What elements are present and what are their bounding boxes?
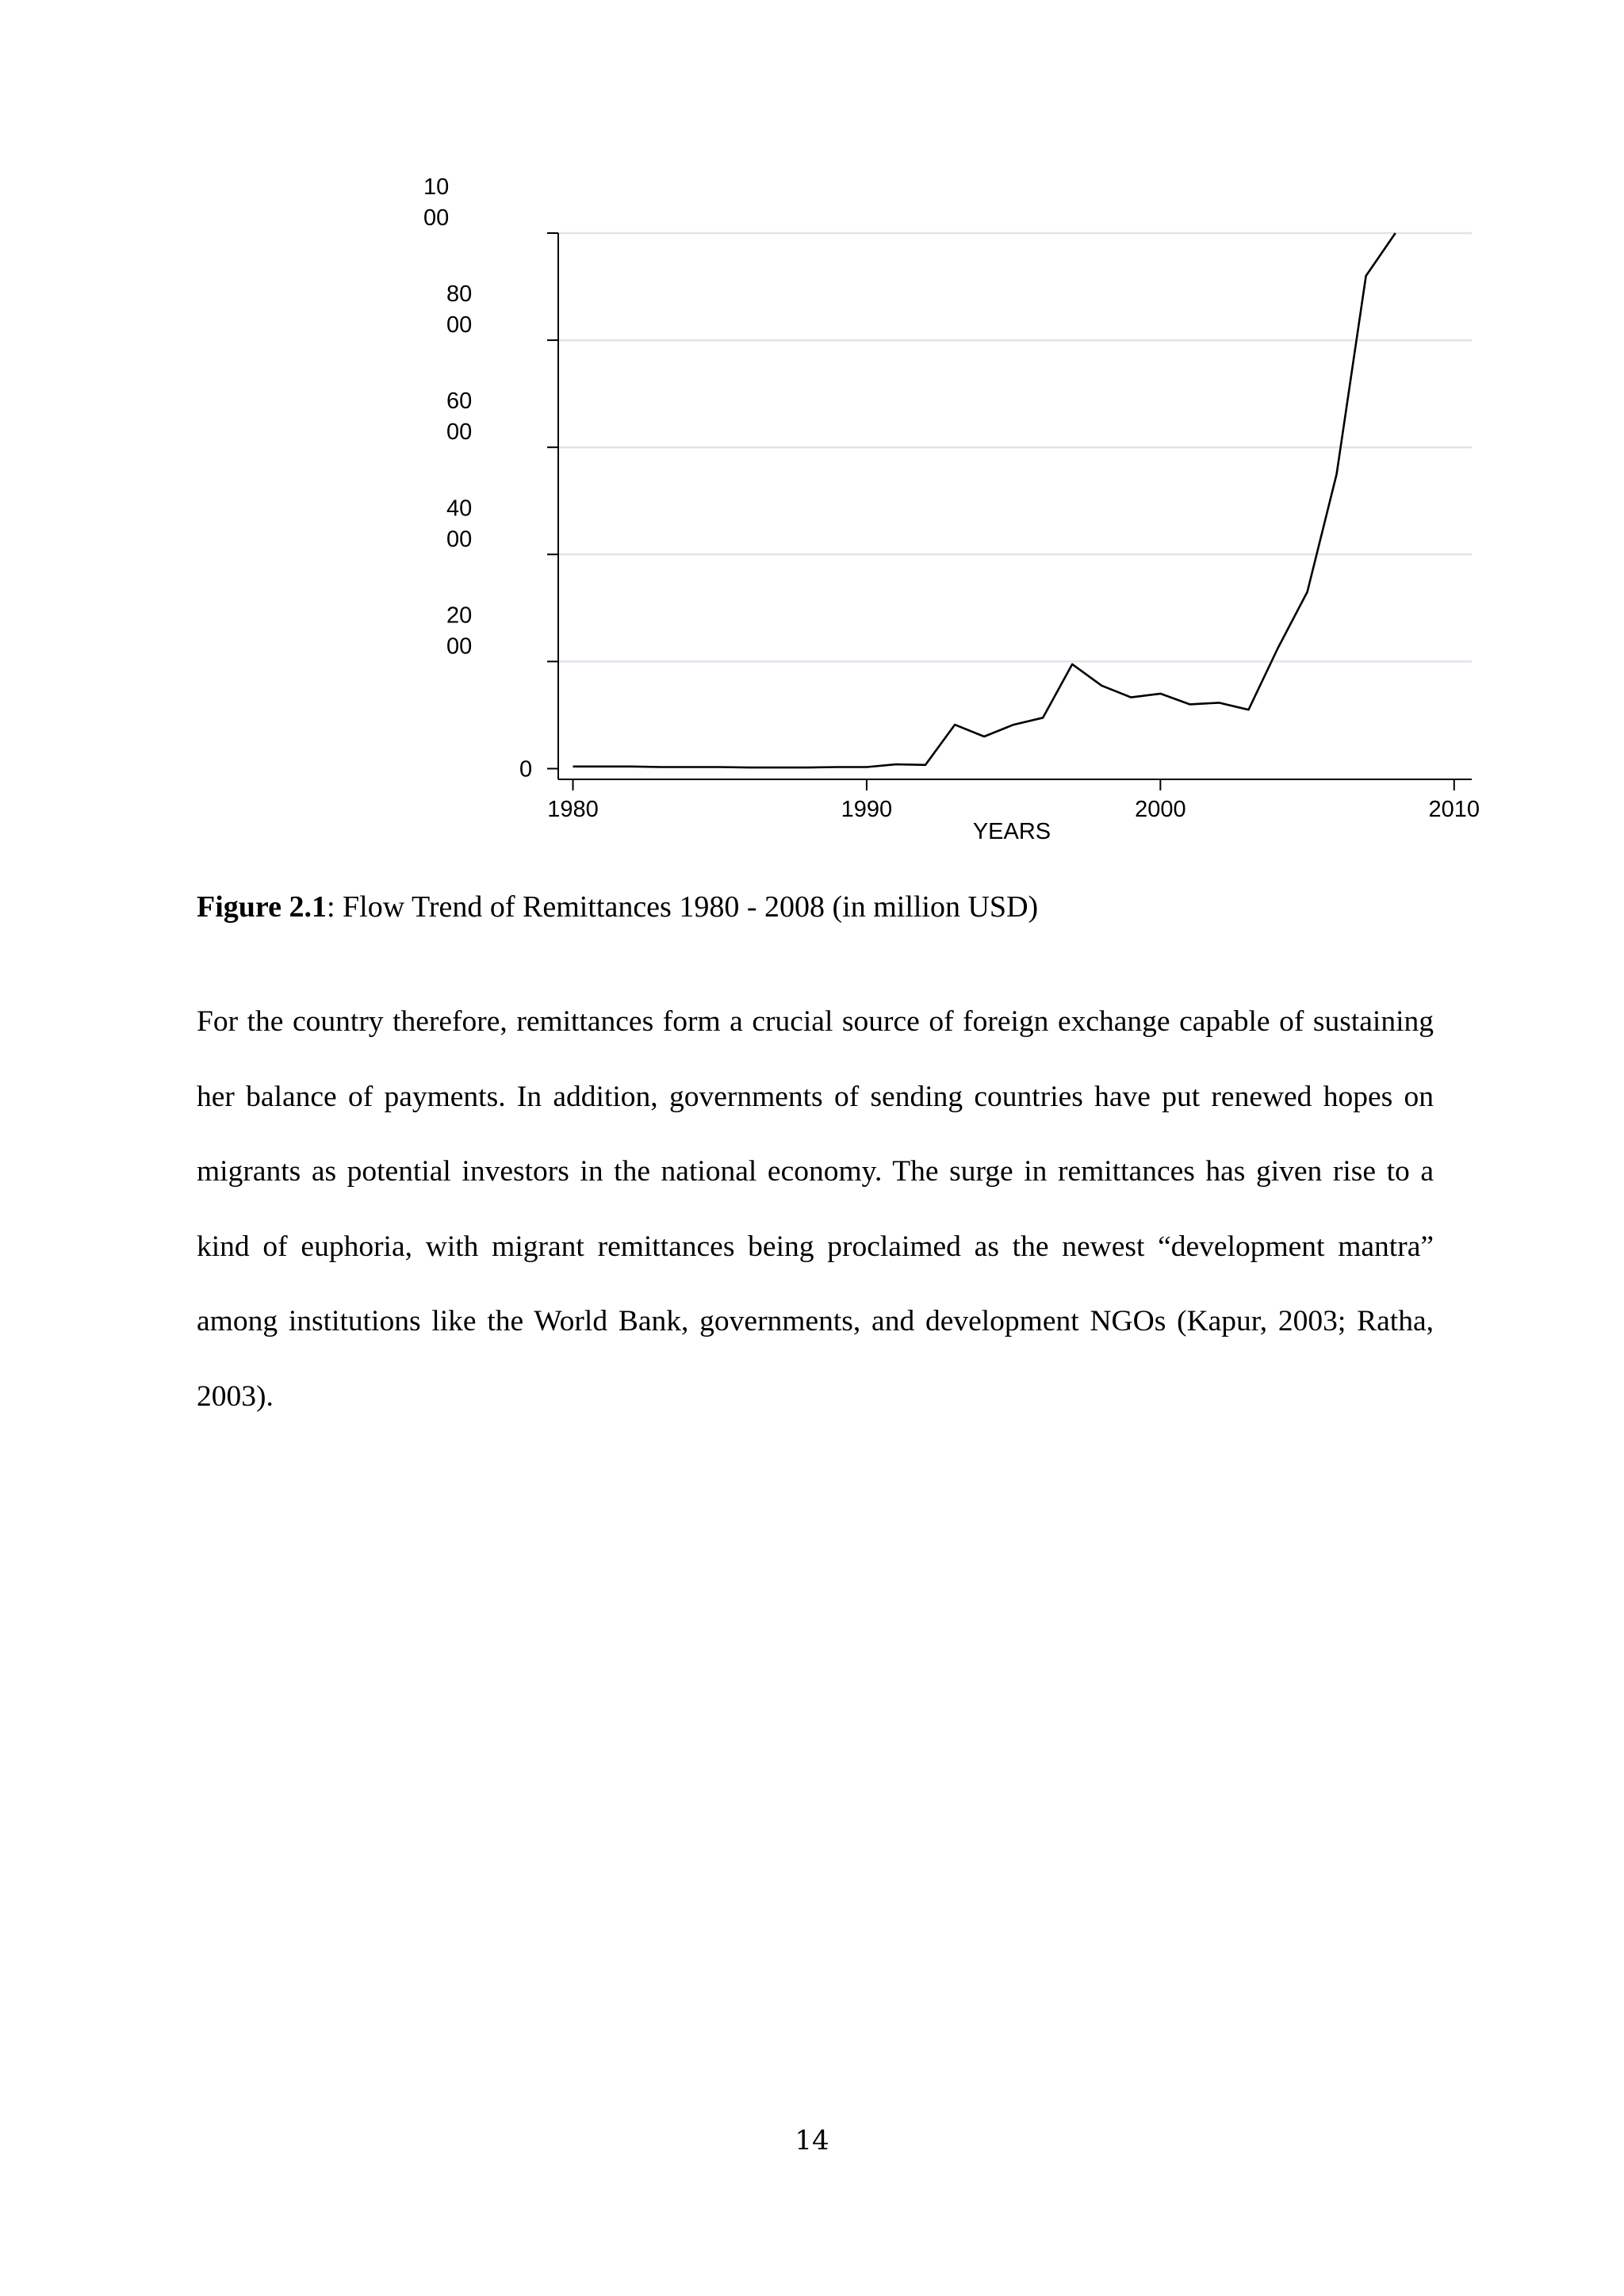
remittances-line-chart bbox=[0, 0, 1624, 872]
chart-gridlines bbox=[558, 233, 1472, 661]
body-paragraph: For the country therefore, remittances form a crucial source of foreign exchange capable of sustaining her balance of payments. In addition, governments of sending countries have put renewed hopes on migrants as potential investors in the national economy. The surge in remittances has given rise to a kind of euphoria, with migrant remittances being proclaimed as the newest “development mantra” among institutions like the World Bank, governments, and development NGOs (Kapur, 2003; Ratha, 2003). bbox=[197, 1005, 1434, 1413]
figure-label: Figure 2.1 bbox=[197, 890, 327, 924]
y-tick-label: 0 bbox=[519, 756, 533, 783]
y-tick-label: 00 bbox=[446, 526, 473, 553]
x-axis-label: YEARS bbox=[972, 819, 1051, 844]
y-tick-label: 10 bbox=[423, 174, 450, 200]
y-tick-label: 00 bbox=[446, 419, 473, 446]
figure-caption bbox=[197, 890, 1434, 924]
y-tick-label: 80 bbox=[446, 281, 473, 308]
x-tick-label: 1980 bbox=[547, 797, 599, 822]
y-tick-label: 60 bbox=[446, 388, 473, 415]
y-tick-label: 40 bbox=[446, 496, 473, 522]
x-tick-label: 2000 bbox=[1135, 797, 1186, 822]
page-number: 14 bbox=[795, 2125, 829, 2156]
figure-caption-text: : Flow Trend of Remittances 1980 - 2008 (in million USD) bbox=[326, 890, 1039, 924]
axis-ticks bbox=[423, 174, 1480, 822]
y-tick-label: 00 bbox=[446, 312, 473, 339]
y-tick-label: 00 bbox=[423, 205, 450, 231]
x-tick-label: 1990 bbox=[841, 797, 893, 822]
x-tick-label: 2010 bbox=[1428, 797, 1480, 822]
y-tick-label: 20 bbox=[446, 603, 473, 629]
series-line bbox=[573, 233, 1396, 767]
y-tick-label: 00 bbox=[446, 633, 473, 660]
